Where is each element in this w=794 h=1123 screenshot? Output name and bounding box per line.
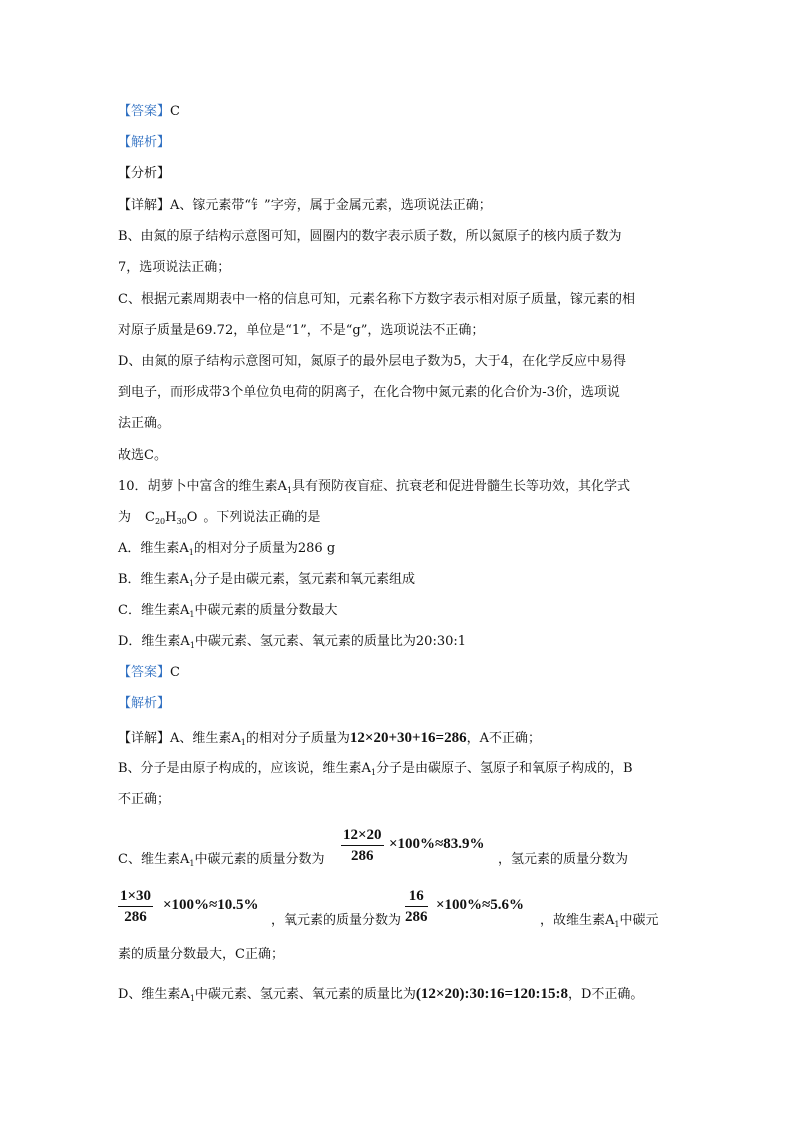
q10-answer-line bbox=[118, 664, 180, 682]
q10-detail-d: D、维生素$A_1$中碳元素、氢元素、氧元素的质量比为(12×20):30:16=120:15:8，D不正确。 bbox=[118, 986, 644, 1003]
q10-option-d: D．维生素$A_1$中碳元素、氢元素、氧元素的质量比为20:30:1 bbox=[118, 634, 467, 650]
hydrogen-result: ×100%≈10.5% bbox=[163, 897, 259, 913]
formula: 12×20+30+16=286 bbox=[349, 730, 467, 746]
q9-detail-line-1 bbox=[118, 197, 492, 215]
answer-tag: 【答案】 bbox=[118, 665, 171, 680]
q10-detail-b-1: B、分子是由原子构成的，应该说，维生素$A_1$分子是由碳原子、氢原子和氧原子构成的，B bbox=[118, 761, 633, 777]
stem-text: 。下列说法正确的是 bbox=[203, 510, 321, 525]
q10-analysis-tag: 【解析】 bbox=[118, 696, 171, 711]
q10-option-c: C．维生素$A_1$中碳元素的质量分数最大 bbox=[118, 603, 338, 619]
q10-stem-line-2 bbox=[118, 509, 320, 531]
detail-tag: 【详解】 bbox=[118, 198, 171, 213]
q10-option-b: B．维生素$A_1$分子是由碳元素，氢元素和氧元素组成 bbox=[118, 572, 416, 588]
q9-detail-line-4: C、根据元素周期表中一格的信息可知，元素名称下方数字表示相对原子质量，镓元素的相 bbox=[118, 292, 635, 307]
hydrogen-fraction: $\frac{1\times 30}{286}$ bbox=[120, 888, 152, 925]
q10-stem-line-1 bbox=[118, 478, 630, 500]
stem-text: 10．胡萝卜中富含的维生素A bbox=[118, 479, 287, 494]
q10-detail-c-1a: C、维生素$A_1$中碳元素的质量分数为 bbox=[118, 852, 325, 868]
answer-tag: 【答案】 bbox=[118, 104, 171, 119]
q10-detail-c-2b: ，故维生素$A_1$中碳元 bbox=[540, 913, 659, 929]
oxygen-fraction: $\frac{16}{286}$ bbox=[405, 888, 428, 925]
ratio-formula: (12×20):30:16=120:15:8 bbox=[415, 986, 568, 1002]
q9-detail-line-5: 对原子质量是69.72，单位是“1”，不是“g”，选项说法不正确； bbox=[118, 323, 485, 338]
q10-option-a: A．维生素$A_1$的相对分子质量为286 g bbox=[118, 541, 336, 557]
q10-detail-b-2: 不正确； bbox=[118, 792, 171, 807]
chemical-formula: $C_{20}H_{30}O$ bbox=[145, 510, 198, 526]
q9-detail-line-6: D、由氮的原子结构示意图可知，氮原子的最外层电子数为5，大于4，在化学反应中易得 bbox=[118, 354, 626, 369]
answer-value: C bbox=[170, 665, 180, 680]
q9-detail-line-8: 法正确。 bbox=[118, 416, 171, 431]
q10-detail-c-2a: ，氧元素的质量分数为 bbox=[271, 913, 402, 928]
q9-answer-line bbox=[118, 103, 180, 121]
stem-text: 具有预防夜盲症、抗衰老和促进骨髓生长等功效，其化学式 bbox=[292, 479, 631, 494]
q10-detail-c-1b: ，氢元素的质量分数为 bbox=[498, 852, 629, 867]
stem-text: 为 bbox=[118, 510, 132, 525]
q9-analysis-tag: 【解析】 bbox=[118, 135, 171, 150]
carbon-result: ×100%≈83.9% bbox=[389, 836, 485, 852]
q9-conclusion: 故选C。 bbox=[118, 448, 167, 463]
detail-tag: 【详解】 bbox=[118, 731, 171, 746]
oxygen-result: ×100%≈5.6% bbox=[436, 897, 525, 913]
subscript: 1 bbox=[286, 486, 293, 495]
q9-detail-line-2: B、由氮的原子结构示意图可知，圆圈内的数字表示质子数，所以氮原子的核内质子数为 bbox=[118, 229, 622, 244]
q10-detail-a: 【详解】A、维生素$A_1$的相对分子质量为12×20+30+16=286，A不正确； bbox=[118, 730, 541, 747]
carbon-fraction: $\frac{12\times 20}{286}$ bbox=[343, 827, 382, 864]
detail-text: A、镓元素带“钅”字旁，属于金属元素，选项说法正确； bbox=[170, 198, 492, 213]
q9-fenxi-tag: 【分析】 bbox=[118, 166, 171, 181]
answer-value: C bbox=[170, 104, 180, 119]
q10-detail-c-3: 素的质量分数最大，C正确； bbox=[118, 947, 284, 962]
q9-detail-line-7: 到电子，而形成带3个单位负电荷的阴离子，在化合物中氮元素的化合价为-3价，选项说 bbox=[118, 385, 620, 400]
q9-detail-line-3: 7，选项说法正确； bbox=[118, 260, 231, 275]
